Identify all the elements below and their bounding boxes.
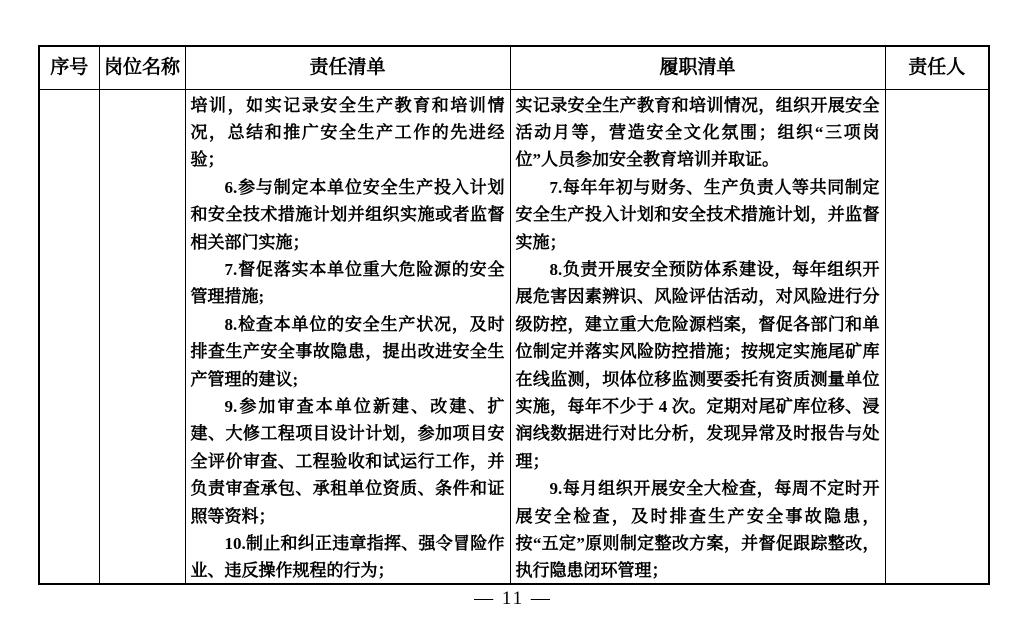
duty-performance-text [511, 90, 885, 583]
responsibility-paragraph: 9.参加审查本单位新建、改建、扩建、大修工程项目设计计划，参加项目安全评价审查、工程验收和试运行工作，并负责审查承包、承租单位资质、条件和证照等资料； [190, 396, 505, 526]
duty-paragraph: 8.负责开展安全预防体系建设，每年组织开展危害因素辨识、风险评估活动，对风险进行分级防控，建立重大危险源档案，督促各部门和单位制定并落实风险防控措施；按规定实施尾矿库在线监测，坝体位移监测要委托有资质测量单位实施，每年不少于 4 次。定期对尾矿库位移、浸润线数据进行对比分析，发现异常及时报告与处理； [515, 259, 880, 471]
table-header-row [39, 46, 989, 89]
responsibility-paragraph: 6.参与制定本单位安全生产投入计划和安全技术措施计划并组织实施或者监督相关部门实施； [190, 177, 505, 252]
header-position-name: 岗位名称 [99, 46, 185, 89]
responsibility-cell [185, 89, 510, 584]
page-number: — 11 — [474, 588, 552, 609]
responsibility-text [186, 90, 510, 583]
responsibility-paragraph: 培训，如实记录安全生产教育和培训情况，总结和推广安全生产工作的先进经验； [190, 95, 505, 170]
table-row [39, 89, 989, 584]
responsibility-paragraph: 8.检查本单位的安全生产状况，及时排查生产安全事故隐患，提出改进安全生产管理的建议; [190, 314, 505, 389]
duty-performance-cell [510, 89, 885, 584]
header-responsible-person: 责任人 [885, 46, 989, 89]
duty-paragraph: 实记录安全生产教育和培训情况，组织开展安全活动月等，营造安全文化氛围；组织“三项岗位”人员参加安全教育培训并取证。 [515, 95, 880, 170]
header-serial-number: 序号 [39, 46, 99, 89]
position-name-cell [99, 89, 185, 584]
responsible-person-cell [885, 89, 989, 584]
responsibility-table [38, 45, 990, 585]
serial-cell [39, 89, 99, 584]
header-responsibility-list: 责任清单 [185, 46, 510, 89]
header-duty-performance-list: 履职清单 [510, 46, 885, 89]
duty-paragraph: 7.每年年初与财务、生产负责人等共同制定安全生产投入计划和安全技术措施计划，并监督实施； [515, 177, 880, 252]
duty-paragraph: 9.每月组织开展安全大检查，每周不定时开展安全检查，及时排查生产安全事故隐患，按“五定”原则制定整改方案，并督促跟踪整改，执行隐患闭环管理； [515, 479, 880, 581]
responsibility-paragraph: 7.督促落实本单位重大危险源的安全管理措施; [190, 259, 505, 307]
responsibility-paragraph: 10.制止和纠正违章指挥、强令冒险作业、违反操作规程的行为； [190, 534, 505, 581]
